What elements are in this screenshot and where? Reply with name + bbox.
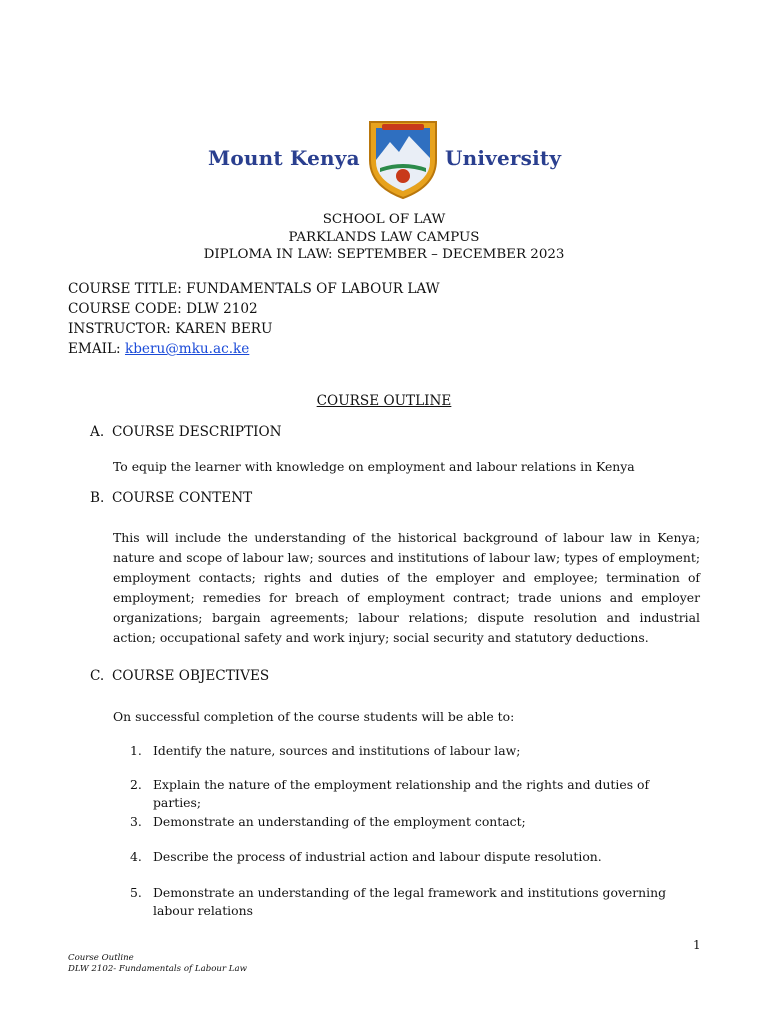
section-title: COURSE CONTENT [112,490,253,506]
objective-text: Identify the nature, sources and institutions of labour law; [153,743,521,758]
email-link[interactable]: kberu@mku.ac.ke [124,341,250,357]
school-name: SCHOOL OF LAW [322,212,446,227]
course-code: COURSE CODE: DLW 2102 [68,301,258,317]
program-name: DIPLOMA IN LAW: SEPTEMBER – DECEMBER 2023 [203,247,565,262]
objective-number: 3. [130,814,142,829]
objective-number: 1. [130,743,142,758]
university-crest-icon [366,116,440,200]
section-c-heading [90,668,390,688]
email-label: EMAIL: [68,341,125,357]
objective-text: Explain the nature of the employment relationship and the rights and duties of parties; [153,777,650,810]
objective-number: 4. [130,849,142,864]
objective-item [130,813,700,833]
section-a-body: To equip the learner with knowledge on employment and labour relations in Kenya [113,459,635,474]
section-letter: A. [90,424,105,440]
letterhead [0,112,768,202]
objective-number: 2. [130,777,142,792]
section-b-body: This will include the understanding of the historical background of labour law in Kenya; nature and scope of labour law; sources and institutions of labour law; types of employment; employment contacts; rights and duties of the employer and employee; termination of employment; remedies for breach of employment contract; trade unions and employer organizations; bargain agreements; labour relations; dispute resolution and industrial action; occupational safety and work injury; social security and statutory deductions. [113,530,700,645]
section-title: COURSE OBJECTIVES [112,668,270,684]
objective-text: Demonstrate an understanding of the legal framework and institutions governing labour relations [153,885,667,918]
objective-text: Demonstrate an understanding of the employment contact; [153,814,526,829]
instructor: INSTRUCTOR: KAREN BERU [68,321,273,337]
outline-title: COURSE OUTLINE [316,393,452,409]
section-a-heading [90,424,390,444]
email-line [68,339,249,359]
footer-line-1: Course Outline [68,953,134,963]
section-title: COURSE DESCRIPTION [112,424,282,440]
section-letter: B. [90,490,105,506]
course-title: COURSE TITLE: FUNDAMENTALS OF LABOUR LAW [68,281,440,297]
campus-name: PARKLANDS LAW CAMPUS [288,230,480,245]
brand-name-right: University [445,146,562,170]
objective-item [130,776,700,810]
brand-name-left: Mount Kenya [208,146,360,170]
page-number: 1 [693,938,701,952]
section-c-intro: On successful completion of the course students will be able to: [113,709,515,724]
footer-line-2: DLW 2102- Fundamentals of Labour Law [68,964,247,974]
page-footer [68,953,247,975]
section-b-heading [90,490,390,510]
objective-item [130,884,700,922]
objective-item [130,848,700,868]
objective-text: Describe the process of industrial action and labour dispute resolution. [153,849,602,864]
section-letter: C. [90,668,105,684]
objective-item [130,742,700,762]
objective-number: 5. [130,885,142,900]
